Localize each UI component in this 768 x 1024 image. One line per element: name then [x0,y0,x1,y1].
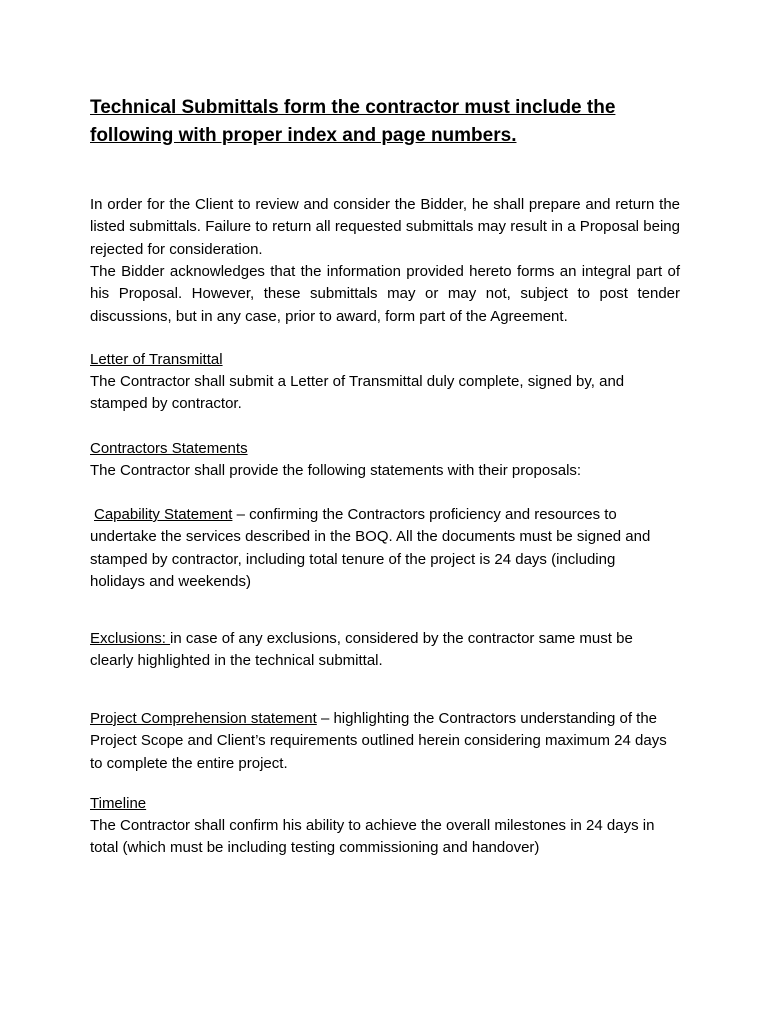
timeline-text: The Contractor shall confirm his ability to achieve the overall milestones in 24 days in total (which must be including testing commissioning and handover) [90,817,655,857]
intro-paragraph-2: The Bidder acknowledges that the information provided hereto forms an integral part of his Proposal. However, these submittals may or may not, subject to post tender discussions, but in any case, prior to award, form part of the Agreement. [90,263,680,325]
timeline-heading: Timeline [90,795,147,812]
contractors-statements-text: The Contractor shall provide the following statements with their proposals: [90,462,582,479]
capability-statement [90,504,670,593]
intro-paragraph-1: In order for the Client to review and consider the Bidder, he shall prepare and return the listed submittals. Failure to return all requested submittals may result in a Proposal being rejected for consideration. [90,196,680,258]
capability-statement-label: Capability Statement [94,506,233,523]
contractors-statements-heading: Contractors Statements [90,440,248,457]
page-title: Technical Submittals form the contractor must include the following with proper index and page numbers. [90,97,616,146]
letter-of-transmittal-text: The Contractor shall submit a Letter of Transmittal duly complete, signed by, and stamped by contractor. [90,373,625,413]
exclusions-label: Exclusions: [90,630,171,647]
exclusions-statement [90,628,680,673]
capability-statement-text: – confirming the Contractors proficiency and resources to undertake the services described in the BOQ. All the documents must be signed and stamped by contractor, including total tenure of the project is 24 days (including holidays and weekends) [90,506,651,590]
project-comprehension-statement [90,708,670,775]
letter-of-transmittal-heading: Letter of Transmittal [90,351,223,368]
exclusions-text: in case of any exclusions, considered by the contractor same must be clearly highlighted in the technical submittal. [90,630,633,670]
project-comprehension-text: – highlighting the Contractors understanding of the Project Scope and Client’s requirements outlined herein considering maximum 24 days to complete the entire project. [90,710,667,772]
project-comprehension-label: Project Comprehension statement [90,710,317,727]
